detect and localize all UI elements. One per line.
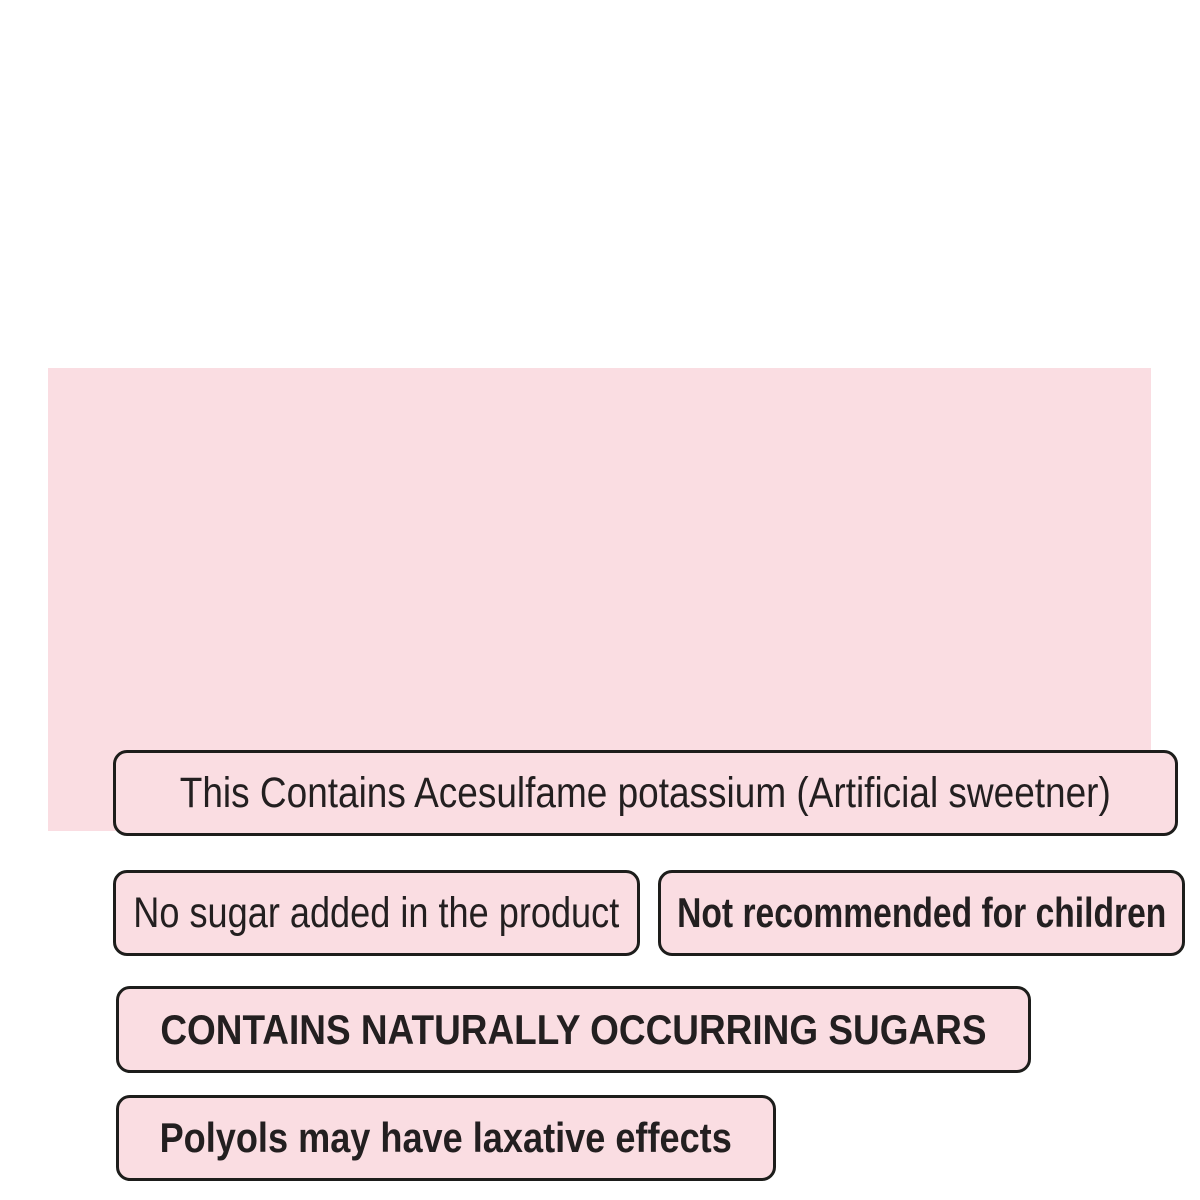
warning-text-naturally-occurring-sugars: CONTAINS NATURALLY OCCURRING SUGARS bbox=[160, 1005, 987, 1053]
warning-text-not-recommended-children: Not recommended for children bbox=[676, 889, 1167, 936]
warning-box-polyols-laxative bbox=[116, 1095, 776, 1181]
warning-box-no-sugar-added bbox=[113, 870, 640, 956]
warning-panel bbox=[48, 368, 1167, 1161]
warning-text-acesulfame: This Contains Acesulfame potassium (Artificial sweetner) bbox=[179, 768, 1112, 817]
warning-box-acesulfame bbox=[113, 750, 1178, 836]
warning-text-polyols-laxative: Polyols may have laxative effects bbox=[159, 1114, 733, 1161]
warning-box-naturally-occurring-sugars bbox=[116, 986, 1031, 1073]
warning-box-not-recommended-children bbox=[658, 870, 1185, 956]
warning-text-no-sugar-added: No sugar added in the product bbox=[133, 888, 620, 937]
